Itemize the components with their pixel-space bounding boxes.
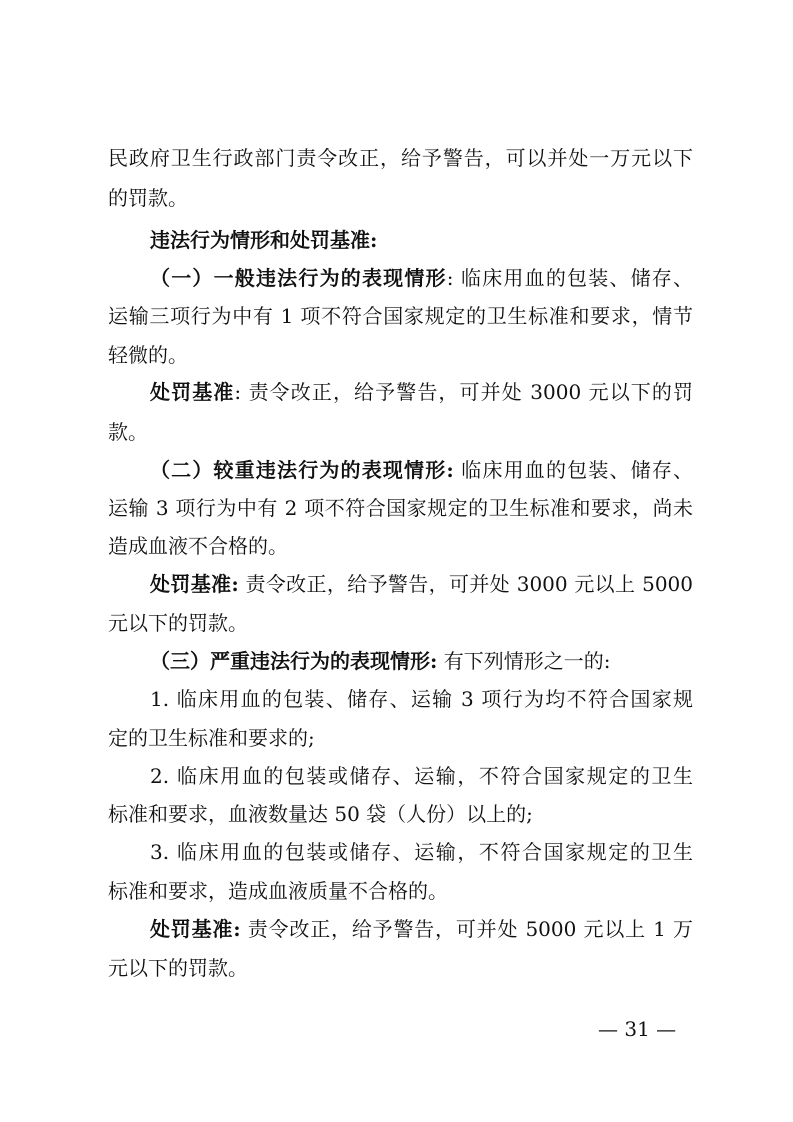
paragraph-line xyxy=(150,917,693,941)
paragraph-line xyxy=(150,266,693,290)
case-label: （二）较重违法行为的表现情形: xyxy=(150,458,454,482)
list-item-line: 标准和要求，造成血液质量不合格的。 xyxy=(108,879,448,903)
case-text: 有下列情形之一的: xyxy=(437,649,611,673)
paragraph-line xyxy=(150,572,693,596)
paragraph-line: 轻微的。 xyxy=(108,343,188,367)
case-label: （一）一般违法行为的表现情形 xyxy=(150,266,447,290)
case-text: 临床用血的包装、储存、 xyxy=(453,458,693,482)
paragraph-line: 款。 xyxy=(108,420,148,444)
paragraph-line: 元以下的罚款。 xyxy=(108,611,248,635)
penalty-text: 责令改正，给予警告，可并处 5000 元以上 1 万 xyxy=(240,917,693,941)
list-item-line: 标准和要求，血液数量达 50 袋（人份）以上的; xyxy=(108,802,533,826)
penalty-text: 责令改正，给予警告，可并处 3000 元以上 5000 xyxy=(238,572,693,596)
case-label: （三）严重违法行为的表现情形: xyxy=(150,649,438,673)
penalty-label: 处罚基准: xyxy=(150,572,239,596)
list-item-line: 定的卫生标准和要求的; xyxy=(108,726,315,750)
paragraph-line: 元以下的罚款。 xyxy=(108,956,248,980)
penalty-label: 处罚基准 xyxy=(150,380,235,404)
paragraph-line: 运输三项行为中有 1 项不符合国家规定的卫生标准和要求，情节 xyxy=(108,304,693,328)
paragraph-line: 的罚款。 xyxy=(108,186,188,210)
paragraph-line: 造成血液不合格的。 xyxy=(108,534,288,558)
paragraph-line: 运输 3 项行为中有 2 项不符合国家规定的卫生标准和要求，尚未 xyxy=(108,496,693,520)
paragraph-line xyxy=(150,649,693,673)
paragraph-line: 民政府卫生行政部门责令改正，给予警告，可以并处一万元以下 xyxy=(108,146,693,170)
list-item-line: 1. 临床用血的包装、储存、运输 3 项行为均不符合国家规 xyxy=(150,687,693,711)
penalty-text: : 责令改正，给予警告，可并处 3000 元以下的罚 xyxy=(234,380,694,404)
list-item-line: 2. 临床用血的包装或储存、运输，不符合国家规定的卫生 xyxy=(150,764,693,788)
page-number: — 31 — xyxy=(598,1017,677,1041)
list-item-line: 3. 临床用血的包装或储存、运输，不符合国家规定的卫生 xyxy=(150,840,693,864)
case-text: : 临床用血的包装、储存、 xyxy=(446,266,693,290)
penalty-label: 处罚基准: xyxy=(150,917,241,941)
paragraph-line xyxy=(150,458,693,482)
section-heading: 违法行为情形和处罚基准: xyxy=(150,228,378,252)
paragraph-line xyxy=(150,380,693,404)
